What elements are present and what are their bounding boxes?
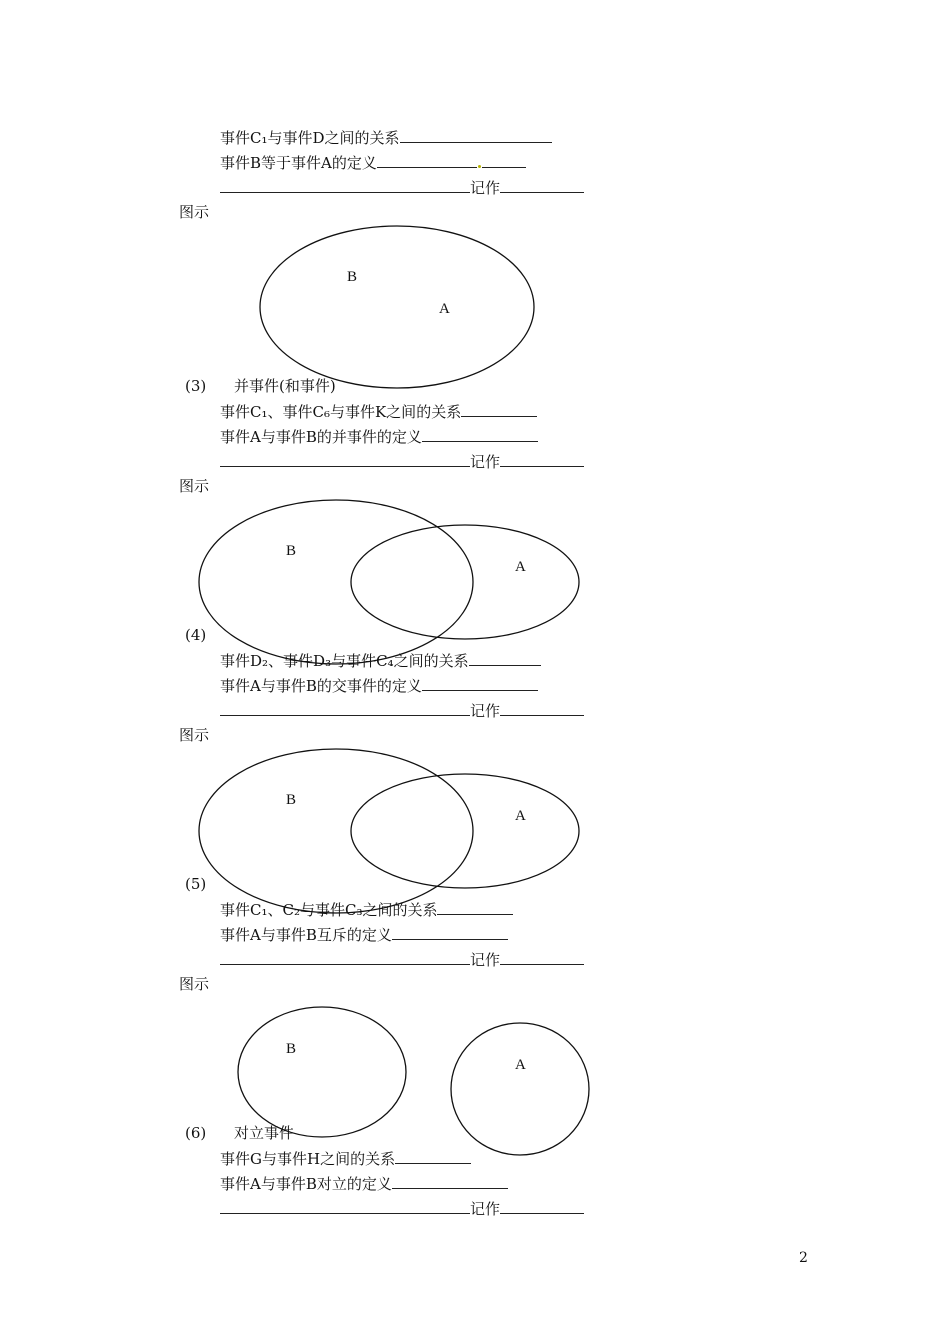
line-text: 记作 xyxy=(470,1200,501,1218)
ellipse-b xyxy=(199,500,473,664)
set-label-b: B xyxy=(286,543,297,559)
line-text: 记作 xyxy=(470,179,501,197)
line-text: 事件C₁、C₂与事件C₃之间的关系 xyxy=(220,901,438,919)
section-number: (4) xyxy=(185,626,207,644)
set-label-a: A xyxy=(515,808,526,824)
set-label-a: A xyxy=(515,1057,526,1073)
line-text: 记作 xyxy=(470,951,501,969)
line-text: 事件A与事件B的交事件的定义 xyxy=(220,677,422,695)
section-number: (5) xyxy=(185,875,207,893)
line-text: 事件G与事件H之间的关系 xyxy=(220,1150,396,1168)
line-text: 事件A与事件B互斥的定义 xyxy=(220,926,392,944)
ellipse-a xyxy=(351,525,579,639)
ellipse-a xyxy=(451,1023,589,1155)
venn-exclusive xyxy=(238,1007,589,1155)
section-title: 对立事件 xyxy=(234,1124,295,1142)
line-text: 事件C₁与事件D之间的关系 xyxy=(220,129,400,147)
diagram-caption: 图示 xyxy=(179,477,210,495)
set-label-a: A xyxy=(515,559,526,575)
section-number: (6) xyxy=(185,1124,207,1142)
line-text: 事件B等于事件A的定义 xyxy=(220,154,377,172)
set-label-b: B xyxy=(347,269,358,285)
set-label-b: B xyxy=(286,792,297,808)
section-number: (3) xyxy=(185,377,207,395)
ellipse-b xyxy=(238,1007,406,1137)
set-label-a: A xyxy=(439,301,450,317)
diagram-caption: 图示 xyxy=(179,726,210,744)
line-text: 事件A与事件B的并事件的定义 xyxy=(220,428,422,446)
line-text: 记作 xyxy=(470,453,501,471)
venn-intersection xyxy=(199,749,579,913)
line-text: 记作 xyxy=(470,702,501,720)
page-number: 2 xyxy=(799,1250,808,1266)
diagram-caption: 图示 xyxy=(179,975,210,993)
line-text: 事件C₁、事件C₆与事件K之间的关系 xyxy=(220,403,462,421)
line-text: 事件A与事件B对立的定义 xyxy=(220,1175,392,1193)
line-text: 事件D₂、事件D₃与事件C₄之间的关系 xyxy=(220,652,469,670)
ellipse-b xyxy=(199,749,473,913)
ellipse-a xyxy=(351,774,579,888)
diagram-caption: 图示 xyxy=(179,203,210,221)
venn-union xyxy=(199,500,579,664)
ellipse-outer xyxy=(260,226,534,388)
venn-equal xyxy=(260,226,534,388)
section-title: 并事件(和事件) xyxy=(234,377,336,395)
set-label-b: B xyxy=(286,1041,297,1057)
